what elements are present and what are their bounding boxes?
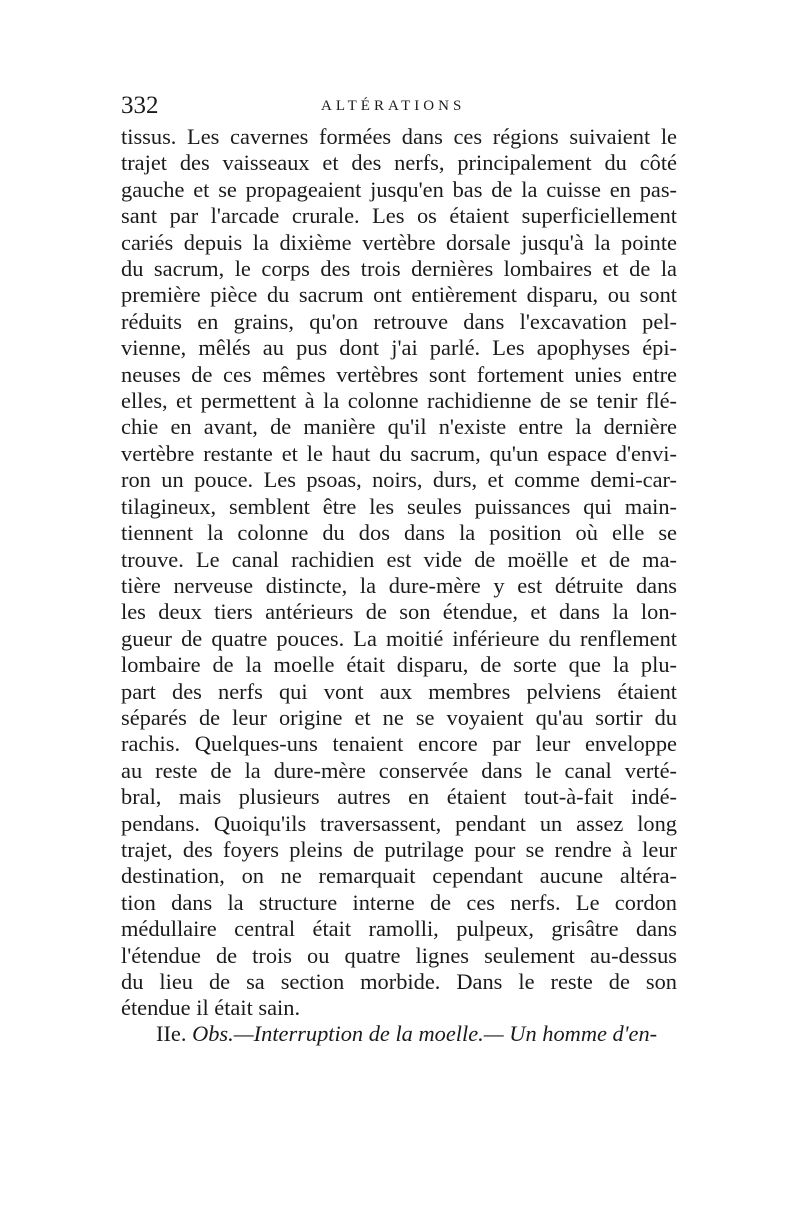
page-header	[121, 92, 677, 122]
observation-separator: —	[233, 1021, 254, 1046]
running-title: ALTÉRATIONS	[321, 98, 466, 114]
observation-separator: —	[483, 1021, 504, 1046]
text-line: du lieu de sa section morbide. Dans le reste de son	[121, 969, 677, 994]
text-line: trajet, des foyers pleins de putrilage pour se rendre à leur	[121, 836, 677, 862]
text-line: lombaire de la moelle était disparu, de sorte que la plu-	[121, 652, 677, 678]
text-line: tissus. Les cavernes formées dans ces régions suivaient le	[121, 124, 677, 149]
text-line: bral, mais plusieurs autres en étaient tout-à-fait indé-	[121, 784, 677, 810]
text-line: ron un pouce. Les psoas, noirs, durs, et comme demi-car-	[121, 467, 677, 493]
body-paragraph	[121, 124, 677, 1022]
text-line: séparés de leur origine et ne se voyaient qu'au sortir du	[121, 704, 677, 730]
text-line: première pièce du sacrum ont entièrement disparu, ou sont	[121, 282, 677, 308]
text-line: gueur de quatre pouces. La moitié inférieure du renflement	[121, 625, 677, 651]
text-line: l'étendue de trois ou quatre lignes seulement au-dessus	[121, 942, 677, 968]
text-line: tilagineux, semblent être les seules puissances qui main-	[121, 493, 677, 519]
text-line: médullaire central était ramolli, pulpeux, grisâtre dans	[121, 916, 677, 942]
observation-label: Obs.	[192, 1021, 234, 1046]
text-line: vienne, mêlés au pus dont j'ai parlé. Les apophyses épi-	[121, 335, 677, 361]
text-line: rachis. Quelques-uns tenaient encore par leur enveloppe	[121, 731, 677, 757]
text-line: réduits en grains, qu'on retrouve dans l'excavation pel-	[121, 308, 677, 334]
text-line: tiennent la colonne du dos dans la position où elle se	[121, 520, 677, 546]
text-line: trajet des vaisseaux et des nerfs, principalement du côté	[121, 150, 677, 176]
text-line: sant par l'arcade crurale. Les os étaient superficiellement	[121, 203, 677, 229]
page-number: 332	[121, 92, 159, 119]
text-line: gauche et se propageaient jusqu'en bas de la cuisse en pas-	[121, 176, 677, 202]
text-line: tion dans la structure interne de ces nerfs. Le cordon	[121, 889, 677, 915]
text-line: les deux tiers antérieurs de son étendue, et dans la lon-	[121, 599, 677, 625]
observation-start: Un homme d'en-	[509, 1021, 658, 1046]
observation-heading	[156, 1021, 677, 1047]
observation-title: Interruption de la moelle.	[253, 1021, 484, 1046]
text-line: du sacrum, le corps des trois dernières lombaires et de la	[121, 256, 677, 282]
text-line: elles, et permettent à la colonne rachidienne de se tenir flé-	[121, 388, 677, 414]
text-line: destination, on ne remarquait cependant aucune altéra-	[121, 863, 677, 889]
text-line: neuses de ces mêmes vertèbres sont fortement unies entre	[121, 361, 677, 387]
text-line: au reste de la dure-mère conservée dans le canal verté-	[121, 757, 677, 783]
text-line: étendue il était sain.	[121, 995, 301, 1021]
text-line: part des nerfs qui vont aux membres pelviens étaient	[121, 678, 677, 704]
observation-number: IIe.	[156, 1021, 187, 1046]
text-line: tière nerveuse distincte, la dure-mère y est détruite dans	[121, 572, 677, 598]
text-line: chie en avant, de manière qu'il n'existe entre la dernière	[121, 414, 677, 440]
text-line: trouve. Le canal rachidien est vide de moëlle et de ma-	[121, 546, 677, 572]
text-line: pendans. Quoiqu'ils traversassent, pendant un assez long	[121, 810, 677, 836]
text-line: cariés depuis la dixième vertèbre dorsale jusqu'à la pointe	[121, 229, 677, 255]
text-line: vertèbre restante et le haut du sacrum, qu'un espace d'envi-	[121, 440, 677, 466]
